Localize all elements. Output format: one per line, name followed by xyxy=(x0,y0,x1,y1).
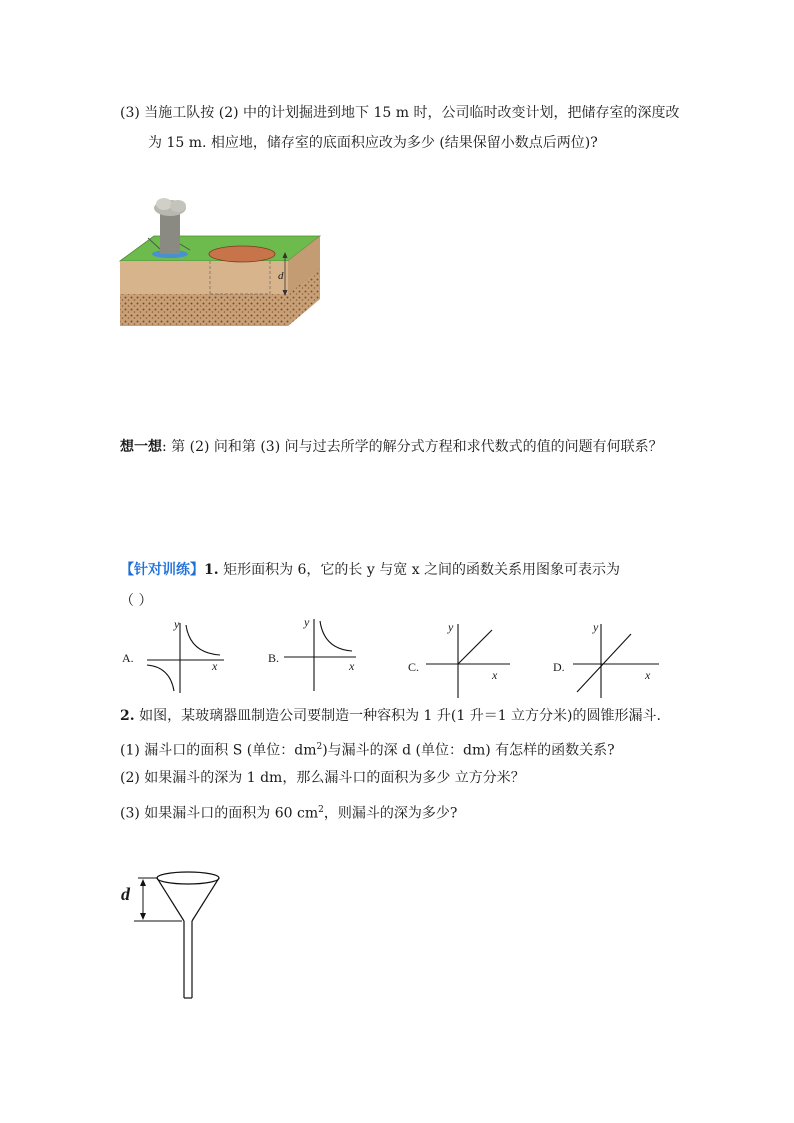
option-d-y: y xyxy=(593,620,599,634)
q2-sub2: (2) 如果漏斗的深为 1 dm，那么漏斗口的面积为多少 立方分米？ xyxy=(120,770,525,786)
option-a-x: x xyxy=(212,659,218,673)
storage-room-figure xyxy=(118,194,323,329)
option-d-label: D. xyxy=(553,660,565,674)
q2-sub3-sup: 2 xyxy=(318,805,324,815)
option-c-y: y xyxy=(448,620,454,634)
think-line xyxy=(120,437,663,457)
option-a-graph xyxy=(142,615,230,695)
option-d-x: x xyxy=(645,668,651,682)
q2-sub1-sup: 2 xyxy=(316,742,323,752)
think-text: : 第 (2) 问和第 (3) 问与过去所学的解分式方程和求代数式的值的问题有何联系？ xyxy=(162,439,663,455)
answer-blank: （ ） xyxy=(120,593,153,609)
q3-line1: (3) 当施工队按 (2) 中的计划掘进到地下 15 m 时，公司临时改变计划，把储存室的深度改 xyxy=(120,105,680,121)
q2-intro-text: 如图，某玻璃器皿制造公司要制造一种容积为 1 升(1 升＝1 立方分米)的圆锥形漏斗. xyxy=(134,708,661,724)
option-b xyxy=(266,615,366,695)
q2-number: 2. xyxy=(120,708,135,724)
funnel-depth-label: d xyxy=(121,884,130,904)
practice-tag: 【针对训练】 xyxy=(120,562,204,578)
option-d-graph xyxy=(571,618,665,700)
option-c xyxy=(406,618,516,700)
storage-depth-label: d xyxy=(278,270,284,282)
option-c-label: C. xyxy=(408,660,420,674)
option-d xyxy=(553,618,668,700)
option-a-y: y xyxy=(174,617,180,631)
q2-sub1-a: (1) 漏斗口的面积 S (单位：dm xyxy=(120,742,317,759)
option-b-label: B. xyxy=(268,651,280,665)
q2-sub1-b: )与漏斗的深 d (单位：dm) 有怎样的函数关系? xyxy=(322,742,615,759)
q2-sub3-b: ，则漏斗的深为多少? xyxy=(323,805,458,822)
option-b-x: x xyxy=(349,659,355,673)
q3-line2: 为 15 m. 相应地，储存室的底面积应改为多少 (结果保留小数点后两位)? xyxy=(148,135,598,151)
q2-sub3-a: (3) 如果漏斗口的面积为 60 cm xyxy=(120,805,319,822)
option-a xyxy=(120,615,230,695)
q2-intro xyxy=(120,706,661,726)
q1-text: 矩形面积为 6，它的长 y 与宽 x 之间的函数关系用图象可表示为 xyxy=(218,562,621,578)
option-b-y: y xyxy=(304,615,310,629)
option-a-label: A. xyxy=(122,651,134,665)
funnel-figure xyxy=(118,866,230,1006)
q2-sub3 xyxy=(120,800,457,824)
option-b-graph xyxy=(282,615,366,695)
practice-q1 xyxy=(120,560,620,580)
option-c-graph xyxy=(422,618,516,700)
q1-number: 1. xyxy=(204,562,219,578)
think-label: 想一想 xyxy=(120,439,162,455)
option-c-x: x xyxy=(492,668,498,682)
q2-sub1 xyxy=(120,737,615,761)
